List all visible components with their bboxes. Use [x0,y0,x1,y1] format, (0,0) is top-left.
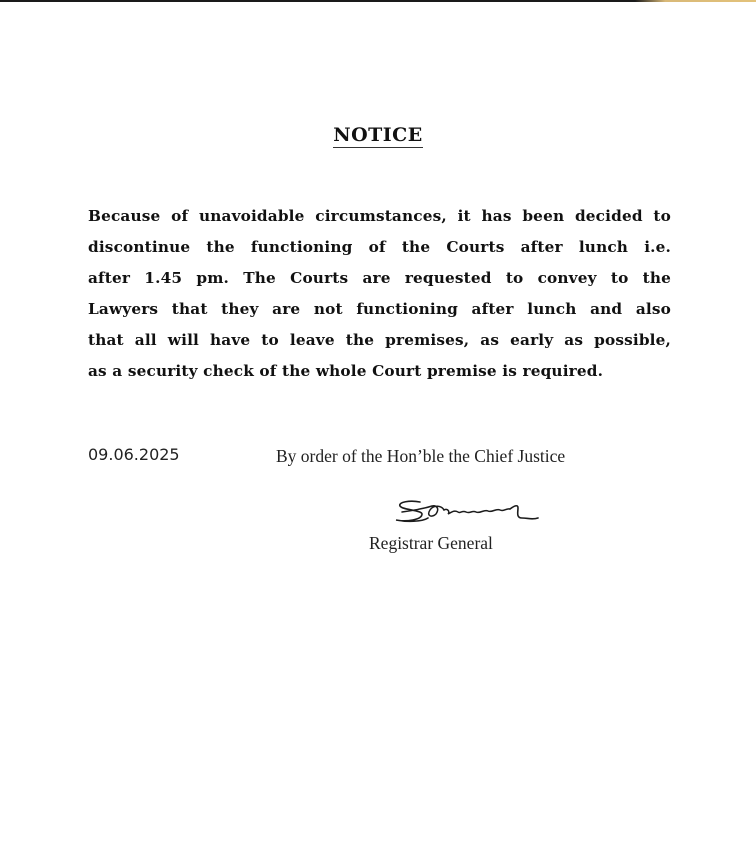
signature-image [392,496,542,532]
authority-line: By order of the Hon’ble the Chief Justice [276,446,566,466]
body-line: that all will have to leave the premises, as early as possible, [88,331,671,349]
notice-body [88,201,671,387]
signatory-designation: Registrar General [369,533,493,553]
body-line: as a security check of the whole Court premise is required. [88,362,604,380]
body-line: after 1.45 pm. The Courts are requested to convey to the [88,269,671,287]
body-line: Because of unavoidable circumstances, it has been decided to [88,207,671,225]
body-line: discontinue the functioning of the Courts after lunch i.e. [88,238,671,256]
notice-title-text: NOTICE [333,124,423,146]
body-line: Lawyers that they are not functioning after lunch and also [88,300,671,318]
notice-title [0,124,756,148]
notice-date: 09.06.2025 [88,445,180,464]
